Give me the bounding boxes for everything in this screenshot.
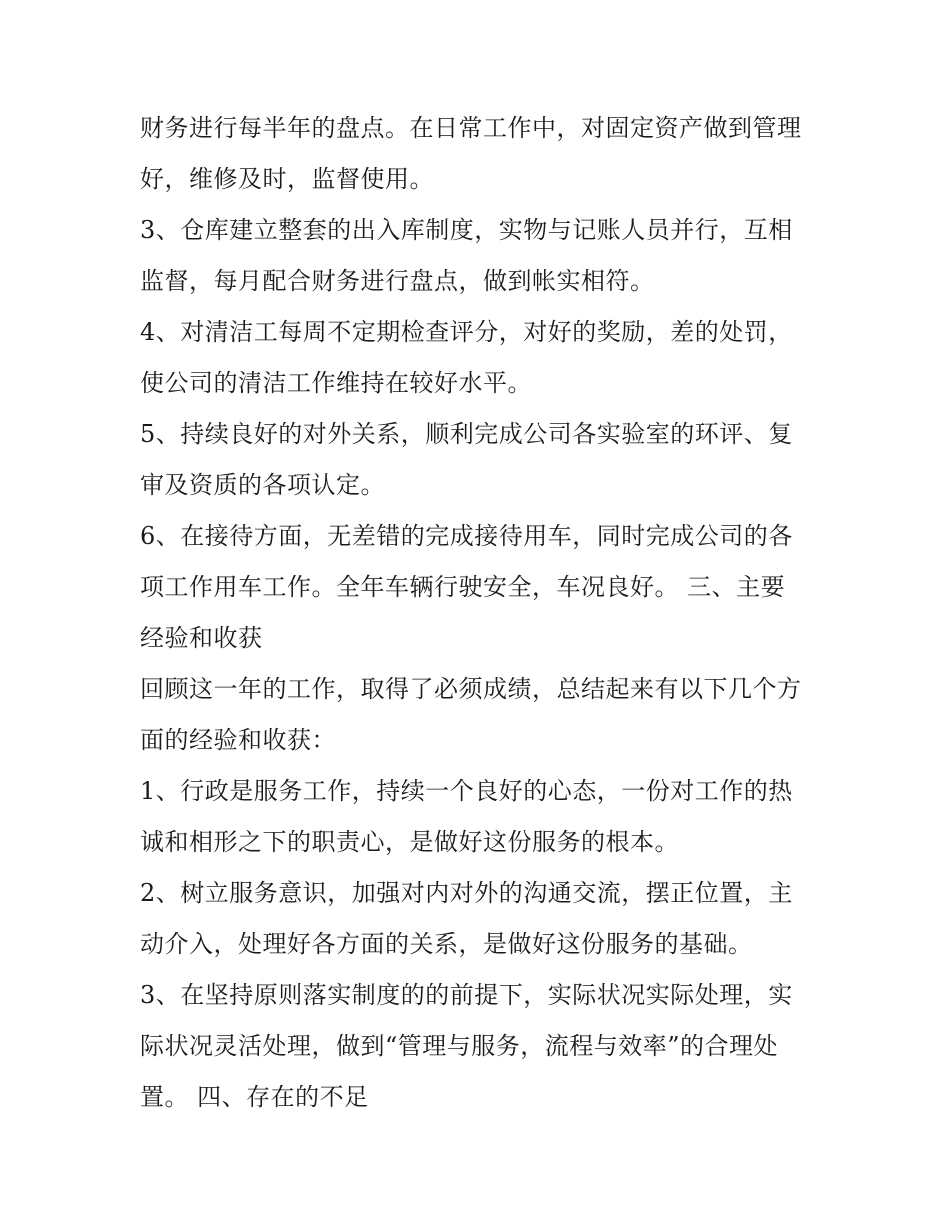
text-line: 3、仓库建立整套的出入库制度，实物与记账人员并行，互相	[140, 216, 793, 244]
text-line: 项工作用车工作。全年车辆行驶安全，车况良好。 三、主要	[140, 573, 786, 601]
text-line: 6、在接待方面，无差错的完成接待用车，同时完成公司的各	[140, 522, 793, 550]
text-line: 动介入，处理好各方面的关系，是做好这份服务的基础。	[140, 930, 753, 958]
text-line: 3、在坚持原则落实制度的的前提下，实际状况实际处理，实	[140, 981, 793, 1009]
text-line: 4、对清洁工每周不定期检查评分，对好的奖励，差的处罚，	[140, 318, 793, 346]
text-line: 面的经验和收获：	[140, 726, 336, 754]
text-line: 使公司的清洁工作维持在较好水平。	[140, 369, 532, 397]
text-line: 2、树立服务意识，加强对内对外的沟通交流，摆正位置，主	[140, 879, 793, 907]
text-line: 财务进行每半年的盘点。在日常工作中，对固定资产做到管理	[140, 114, 802, 142]
text-line: 好，维修及时，监督使用。	[140, 165, 434, 193]
text-line: 回顾这一年的工作，取得了必须成绩，总结起来有以下几个方	[140, 675, 802, 703]
text-line: 经验和收获	[140, 624, 263, 652]
text-line: 际状况灵活处理，做到“管理与服务，流程与效率”的合理处	[140, 1032, 779, 1060]
text-line: 置。 四、存在的不足	[140, 1083, 369, 1111]
text-line: 1、行政是服务工作，持续一个良好的心态，一份对工作的热	[140, 777, 793, 805]
text-line: 诚和相形之下的职责心，是做好这份服务的根本。	[140, 828, 679, 856]
document-body	[140, 103, 820, 1123]
text-line: 审及资质的各项认定。	[140, 471, 385, 499]
text-line: 监督，每月配合财务进行盘点，做到帐实相符。	[140, 267, 655, 295]
text-line: 5、持续良好的对外关系，顺利完成公司各实验室的环评、复	[140, 420, 793, 448]
